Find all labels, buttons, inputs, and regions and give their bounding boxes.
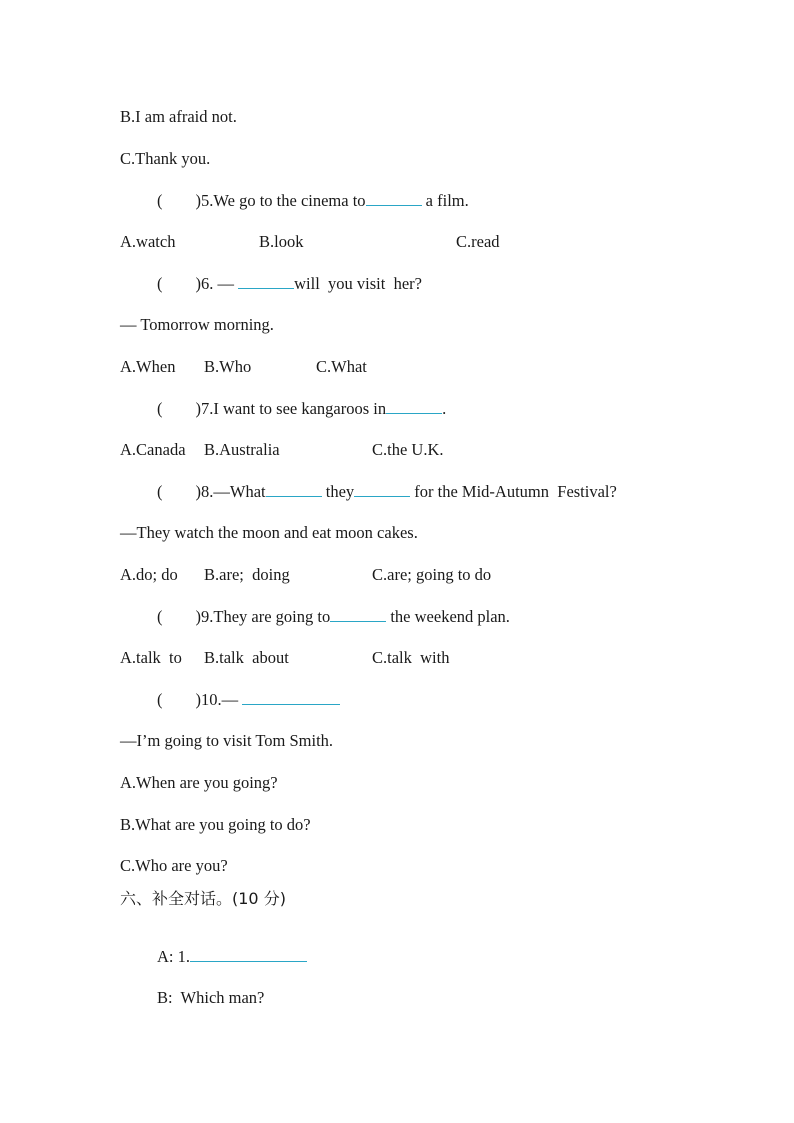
answer-paren: ( )	[157, 690, 201, 709]
q9-option-a: A.talk to	[120, 648, 182, 667]
q6-suffix: will you visit her?	[294, 274, 422, 293]
q5-question	[157, 191, 469, 211]
q4-option-c: C.Thank you.	[120, 149, 211, 168]
q9-suffix: the weekend plan.	[386, 607, 510, 626]
q10-question	[157, 690, 340, 710]
q9-blank[interactable]	[330, 607, 386, 622]
q5-option-c: C.read	[456, 232, 500, 251]
q10-prefix: 10.—	[201, 690, 243, 709]
q8-answer: —They watch the moon and eat moon cakes.	[120, 523, 418, 542]
q8-option-a: A.do; do	[120, 565, 178, 584]
q7-suffix: .	[442, 399, 447, 418]
section-heading: 六、补全对话。(10 分)	[120, 889, 286, 908]
answer-paren: ( )	[157, 399, 201, 418]
q10-answer: —I’m going to visit Tom Smith.	[120, 731, 334, 750]
dialogue-line-1-prefix: A: 1.	[157, 947, 190, 966]
answer-paren: ( )	[157, 191, 201, 210]
q10-blank[interactable]	[242, 690, 340, 705]
q7-option-c: C.the U.K.	[372, 440, 444, 459]
q8-question	[157, 482, 617, 502]
q5-blank[interactable]	[366, 191, 422, 206]
answer-paren: ( )	[157, 482, 201, 501]
q5-prefix: 5.We go to the cinema to	[201, 191, 366, 210]
dialogue-blank-1[interactable]	[190, 947, 307, 962]
q8-suffix: for the Mid-Autumn Festival?	[410, 482, 617, 501]
q5-option-b: B.look	[259, 232, 304, 251]
q7-prefix: 7.I want to see kangaroos in	[201, 399, 387, 418]
q8-prefix: 8.—What	[201, 482, 266, 501]
dialogue-line-1	[157, 947, 307, 967]
q5-suffix: a film.	[421, 191, 469, 210]
q6-option-c: C.What	[316, 357, 367, 376]
dialogue-line-2: B: Which man?	[157, 988, 265, 1007]
q8-option-b: B.are; doing	[204, 565, 290, 584]
q8-blank-1[interactable]	[266, 482, 322, 497]
q9-option-c: C.talk with	[372, 648, 450, 667]
q8-blank-2[interactable]	[354, 482, 410, 497]
q6-option-a: A.When	[120, 357, 176, 376]
q7-blank[interactable]	[386, 399, 442, 414]
q7-option-a: A.Canada	[120, 440, 186, 459]
q6-answer: — Tomorrow morning.	[120, 315, 274, 334]
q6-prefix: 6. —	[201, 274, 239, 293]
q4-option-b: B.I am afraid not.	[120, 107, 237, 126]
q10-option-a: A.When are you going?	[120, 773, 278, 792]
answer-paren: ( )	[157, 607, 201, 626]
q6-blank[interactable]	[238, 274, 294, 289]
q10-option-b: B.What are you going to do?	[120, 815, 311, 834]
q8-option-c: C.are; going to do	[372, 565, 492, 584]
q9-prefix: 9.They are going to	[201, 607, 331, 626]
answer-paren: ( )	[157, 274, 201, 293]
q7-question	[157, 399, 446, 419]
q10-option-c: C.Who are you?	[120, 856, 228, 875]
q5-option-a: A.watch	[120, 232, 176, 251]
q7-option-b: B.Australia	[204, 440, 280, 459]
q9-option-b: B.talk about	[204, 648, 289, 667]
q6-option-b: B.Who	[204, 357, 252, 376]
q9-question	[157, 607, 510, 627]
q8-middle: they	[321, 482, 355, 501]
q6-question	[157, 274, 422, 294]
